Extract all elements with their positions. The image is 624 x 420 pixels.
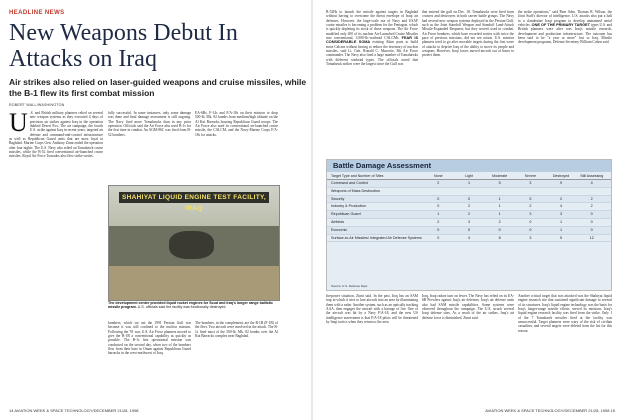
row-value: 0 (590, 227, 593, 232)
table-row (327, 196, 611, 204)
row-value: 0 (467, 196, 471, 201)
row-value: 1 (498, 212, 501, 217)
row-value: 3 (559, 212, 563, 217)
row-category: Industry & Production (331, 204, 367, 209)
row-value: 0 (437, 235, 440, 240)
footer-left: 14 AVIATION WEEK & SPACE TECHNOLOGY/DECEMBER 21/28, 1998 (9, 408, 139, 413)
row-value: 3 (467, 219, 471, 224)
row-value: 0 (437, 204, 440, 209)
row-value: 2 (590, 204, 593, 209)
table-title: Battle Damage Assessment (327, 160, 611, 172)
row-value: 3 (529, 235, 532, 240)
photo-ground (109, 266, 279, 300)
row-value: 1 (559, 227, 563, 232)
row-value: 0 (590, 212, 593, 217)
row-value: 1 (498, 196, 501, 201)
row-value (576, 188, 607, 195)
row-value: 4 (590, 181, 593, 185)
deck: Air strikes also relied on laser-guided weapons and cruise missiles, while the B-1 flew its first combat mission (9, 77, 307, 98)
body-column-10-rest: served its missions. Iraq's liquid engine research facility was fired from the strike. Only 1 of the 7 Tomahawk missiles fired at the facility was unsuccessful. Target planners were wary of the risk of civilian casualties, and several targets were deleted from the list for this reason. (518, 307, 612, 333)
body-column-5 (422, 10, 514, 155)
photo-caption (108, 301, 278, 310)
caption-lead: The development center provided liquid rocket engines for Scud and Iraq's longer range ballistic missile program. (108, 301, 274, 310)
row-category: Surface-to-Air Missiles/ Integrated Air Defense Systems (331, 235, 422, 240)
headline: New Weapons Debut In Attacks on Iraq (9, 20, 238, 72)
body-column-7-text: firepower situation, Zinni said. In the past, Iraq has an SAM trap in which it tries to lure aircraft into an area by illuminating them with a radar. Another system, such as an optically tracking AAA, then engages the aircraft with a barrage of fire. One of the aircraft was hit by a Navy F/A-18, and the new US intelligence assessment is that F/A-18 pilots will be threatened by Iraqi tactics when they return to the area. (326, 294, 418, 325)
row-value (484, 188, 515, 195)
table-row (327, 180, 611, 188)
body-column-1-text: .S. and British military planners relied on several new weapon systems as they executed 4 days of precision air strikes against Iraq in the operation dubbed Desert Fox. The air campaign, the fourth U.S. strike against Iraq in recent years, targeted air defense and command-and-control infrastructure as well as Republican Guard units that are most loyal to Baghdad. Marine Corps Gen. Anthony Zinni ended the operation after four nights. The U.S. Navy also relied on Tomahawk cruise missiles, while the B-52 fired conventional air-launched cruise missiles. Royal Air Force Tornados also flew strike sorties. (9, 111, 103, 159)
row-category: Airfields (331, 219, 345, 224)
body-column-8 (422, 294, 514, 402)
body-column-3-top-text: EA-6Bs, F-14s and F/A-18s on their mission to drop 500-lb. Mk. 82 bombs from medium/high altitude on the Al Kut Barracks housing Republican Guard troops. The Air Force also used its conventional air-launched cruise missile, the CALCM, and the Navy-Marine Corps F/A-18s for attacks. (195, 111, 278, 137)
row-value: 2 (437, 181, 440, 185)
table-row (327, 211, 611, 219)
header-severe: Severe (524, 174, 537, 178)
dropcap: U (9, 111, 28, 137)
row-value: 5 (498, 181, 501, 185)
row-value: 5 (559, 235, 563, 240)
row-value: 4 (467, 235, 471, 240)
header-destroyed: Destroyed (552, 174, 570, 178)
row-category: Command and Control (331, 181, 369, 185)
body-column-4 (326, 10, 418, 155)
section-label: HEADLINE NEWS (9, 10, 65, 16)
row-category: Security (331, 196, 345, 201)
byline: ROBERT WALL/WASHINGTON (9, 103, 65, 107)
row-value (454, 188, 485, 195)
row-value: 0 (467, 227, 471, 232)
photo-damage (169, 231, 214, 259)
row-value: 9 (559, 181, 563, 185)
battle-damage-table (326, 159, 612, 291)
row-value: 12 (589, 235, 594, 240)
row-value: 0 (498, 227, 501, 232)
row-value: 1 (498, 204, 501, 209)
body-column-5-rest: U.S. mission planners tried to go after movable targets during the first wave of attacks to deprive Iraq of the ability to move its people and weapons. However, Iraqi forces moved aircraft out of bases to protect them. (422, 36, 514, 58)
body-column-6-rest: types U.S. and British planners were after was Iraq's missile research, development and production infrastructure. The outcome has been said to be "a year or more" lost to Iraq. Missile development programs, Defense Secretary William Cohen said. (518, 23, 612, 45)
row-value: 4 (559, 204, 563, 209)
body-column-4-rest: existing Akim parts to build more Calcms without having to reduce the inventory of nuclear missiles, said Lt. Gen. Ronald C. Marcotte, 8th Air Force commander. The Navy also fired a large number of Tomahawks with different warhead types. The officials noted that Tomahawk strikes were the largest since the Gulf war. (326, 40, 418, 67)
header-none: None (434, 174, 443, 178)
body-column-3-top (195, 111, 278, 181)
table-row (327, 203, 611, 211)
row-value: 2 (437, 219, 440, 224)
facility-photo (108, 185, 280, 301)
row-category: Economic (331, 227, 348, 232)
row-value: 0 (437, 196, 440, 201)
row-value: 2 (559, 196, 563, 201)
body-column-5-text: that entered the gulf on Dec. 18. Tomahawks were fired from cruisers and destroyers in both carrier battle groups. The Navy had several new weapon systems deployed in the Persian Gulf, such as the Joint Standoff Weapon and Standoff Land-Attack Missile-Expanded Response, but they weren't used in combat. Air Force bombers, which have recorded sorties with twice the pace of previous missions, did not see action. (422, 10, 514, 41)
header-still-assessing: Still Assessing (580, 174, 604, 178)
page-gutter (311, 0, 313, 420)
header-target-type: Target Type and Number of Sites (331, 174, 384, 178)
subhead-2: ONE OF THE PRIMARY TARGET (531, 23, 590, 28)
body-column-4-text: B-52Hs to launch the missile against targets in Baghdad without having to overcome the threat envelope of Iraqi air defenses. However, the large-scale use of Navy and USAF cruise missiles is becoming a problem for the Pentagon, which is quickly depleting its stock of those weapons. The Air Force modified only 200 of its nuclear Air-Launched Cruise Missiles into conventional, 3,000-lb.-warhead CALCMs. (326, 10, 418, 41)
table-row (327, 219, 611, 227)
subhead-1: FEAR IS CONSIDERABLE SOMA (326, 36, 418, 45)
row-value: 2 (590, 196, 593, 201)
table-row (327, 227, 611, 235)
caption-rest: U.S. officials said the facility was functionally destroyed. (136, 305, 227, 310)
row-category: Republican Guard (331, 212, 361, 217)
row-category: Weapons of Mass Destruction (331, 188, 381, 193)
row-value (515, 188, 546, 195)
row-value: 5 (529, 196, 532, 201)
row-value: 2 (529, 204, 532, 209)
table-row (327, 235, 611, 243)
row-value: 8 (498, 235, 501, 240)
table-body (327, 180, 611, 242)
footer-right: AVIATION WEEK & SPACE TECHNOLOGY/DECEMBER 21/28, 1998 15 (485, 408, 615, 413)
row-value: 2 (467, 204, 471, 209)
body-column-1 (9, 111, 103, 403)
body-column-10 (518, 294, 612, 402)
row-value: 3 (529, 212, 532, 217)
body-column-2-top-text: fully successful. In some instances, only some damage was done and final damage assessment is still ongoing. The Navy fired more Tomahawks than in any prior operation. Officials said the Air Force also used B-1s for the first time in combat. An AGM-86C was fired from B-52 bombers. (108, 111, 191, 137)
body-column-3-bottom-text: The bombers, in the complement, are the B-1B (F-1B) of the fleet. Two aircraft were involved in the attack. The B-1s fired most of the 500-lb. Mk. 82 bombs over the Al Kut Barracks complex near Baghdad. (195, 321, 278, 339)
body-column-2-bottom-text: bombers, which sat out the 1991 Persian Gulf war because it was still confined to the nuclear mission. Following the '91 war, U.S. Air Force planners moved to give the B-1B a conventional capability as quickly as possible. The B-1s first operational mission was conducted on the second day, when two of the bombers flew from their base in Oman against Republican Guard barracks in the west-northwest of Iraq. (108, 321, 191, 356)
body-column-2-bottom (108, 321, 191, 403)
row-value: 2 (498, 219, 501, 224)
row-value: 1 (559, 219, 563, 224)
row-value: 0 (437, 227, 440, 232)
body-column-7 (326, 294, 418, 402)
table-source: Source: U.S. Defense Dept. (331, 284, 369, 288)
body-column-10-text: Another critical target that was attacked was the Shahiyat liquid engine research site that sustained significant damage to several of its structures. Iraq's liquid engine technology was the basis for Iraq's longer-range missile efforts. (518, 294, 612, 312)
body-column-8-text: Iraq, Iraqi radars turn on fewer. The Navy has relied on its EA-6B Prowlers against Iraq's air defenses. Iraq's air defense units also had SAM missile capabilities. Some systems were observed throughout the campaign. The U.S. struck several Iraqi defense sites. As a result of the air strikes, Iraq's air defense force is diminished, Zinni said. (422, 294, 514, 320)
row-value: 3 (529, 181, 532, 185)
row-value (423, 188, 454, 195)
body-column-6 (518, 10, 612, 155)
row-value: 2 (467, 212, 471, 217)
row-value: 0 (529, 227, 532, 232)
photo-sign: SHAHIYAT LIQUID ENGINE TEST FACILITY, IRAQ (119, 192, 269, 203)
header-light: Light (465, 174, 473, 178)
table-row (327, 188, 611, 196)
body-column-2-top (108, 111, 191, 181)
row-value (546, 188, 577, 195)
row-value: 1 (467, 181, 471, 185)
row-value: 0 (529, 219, 532, 224)
table-header (327, 172, 611, 180)
body-column-6-text: the strike operations," said Rear Adm. Thomas R. Wilson, the Joint Staff's director of intelligence. U.S. attacks also put a halt to a clandestine Iraqi program to develop unmanned aerial vehicles. (518, 10, 612, 28)
header-moderate: Moderate (492, 174, 508, 178)
row-value: 1 (437, 212, 440, 217)
body-column-3-bottom (195, 321, 278, 403)
row-value: 0 (590, 219, 593, 224)
